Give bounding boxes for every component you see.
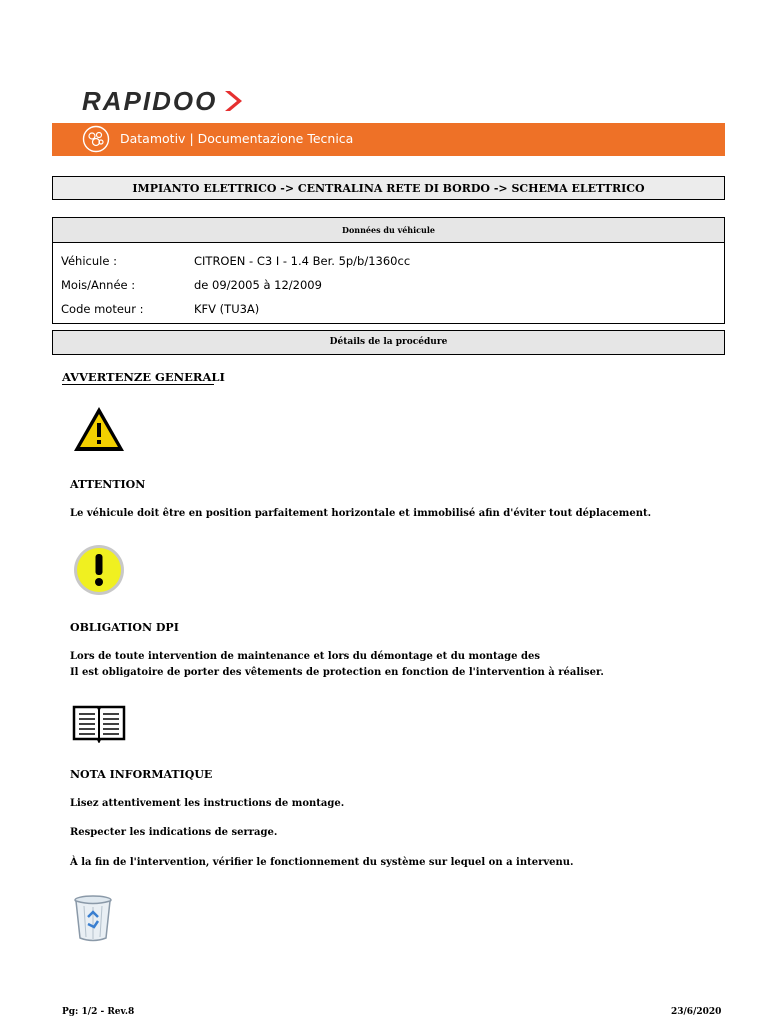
open-book-icon bbox=[72, 703, 126, 743]
section-title-underline bbox=[62, 384, 214, 385]
vehicle-value: CITROEN - C3 I - 1.4 Ber. 5p/b/1360cc bbox=[194, 254, 411, 268]
nota-line-2: Respecter les indications de serrage. bbox=[70, 827, 278, 838]
nota-line-3: À la fin de l'intervention, vérifier le fonctionnement du système sur lequel on a intervenu. bbox=[70, 857, 574, 868]
logo-text: RAPIDOO bbox=[82, 86, 218, 116]
procedure-title: IMPIANTO ELETTRICO -> CENTRALINA RETE DI BORDO -> SCHEMA ELETTRICO bbox=[132, 182, 645, 195]
footer-page-info: Pg: 1/2 - Rev.8 bbox=[62, 1007, 135, 1017]
obligation-line-1: Lors de toute intervention de maintenance et lors du démontage et du montage des bbox=[70, 651, 540, 662]
nota-heading: NOTA INFORMATIQUE bbox=[70, 768, 213, 781]
month-year-label: Mois/Année : bbox=[61, 278, 136, 292]
obligation-heading: OBLIGATION DPI bbox=[70, 621, 179, 634]
warning-triangle-icon bbox=[72, 405, 126, 453]
procedure-details-header bbox=[52, 330, 725, 355]
attention-text: Le véhicule doit être en position parfaitement horizontale et immobilisé afin d'éviter tout déplacement. bbox=[70, 508, 652, 519]
month-year-value: de 09/2005 à 12/2009 bbox=[194, 278, 322, 292]
logo-arrow-icon bbox=[225, 91, 242, 111]
procedure-title-box bbox=[52, 176, 725, 200]
banner-subtitle: Documentazione Tecnica bbox=[197, 131, 354, 146]
vehicle-data-box bbox=[52, 217, 725, 324]
engine-code-label: Code moteur : bbox=[61, 302, 144, 316]
recycle-bin-icon bbox=[72, 893, 114, 943]
section-title: AVVERTENZE GENERALI bbox=[62, 370, 225, 384]
vehicle-label: Véhicule : bbox=[61, 254, 117, 268]
vehicle-data-header bbox=[53, 218, 724, 243]
banner-separator: | bbox=[189, 131, 194, 146]
exclamation-circle-icon bbox=[72, 543, 126, 597]
datamotiv-logo-icon bbox=[82, 125, 110, 153]
banner-brand: Datamotiv bbox=[120, 131, 186, 146]
banner-text bbox=[120, 131, 353, 146]
procedure-details-text: Détails de la procédure bbox=[329, 337, 448, 347]
rapidoo-logo bbox=[82, 86, 282, 116]
nota-line-1: Lisez attentivement les instructions de montage. bbox=[70, 798, 345, 809]
datamotiv-banner bbox=[52, 123, 725, 156]
engine-code-value: KFV (TU3A) bbox=[194, 302, 260, 316]
attention-heading: ATTENTION bbox=[70, 478, 146, 491]
obligation-line-2: Il est obligatoire de porter des vêtements de protection en fonction de l'intervention à réaliser. bbox=[70, 667, 604, 678]
footer-date: 23/6/2020 bbox=[671, 1007, 722, 1017]
vehicle-data-header-text: Données du véhicule bbox=[342, 225, 435, 235]
